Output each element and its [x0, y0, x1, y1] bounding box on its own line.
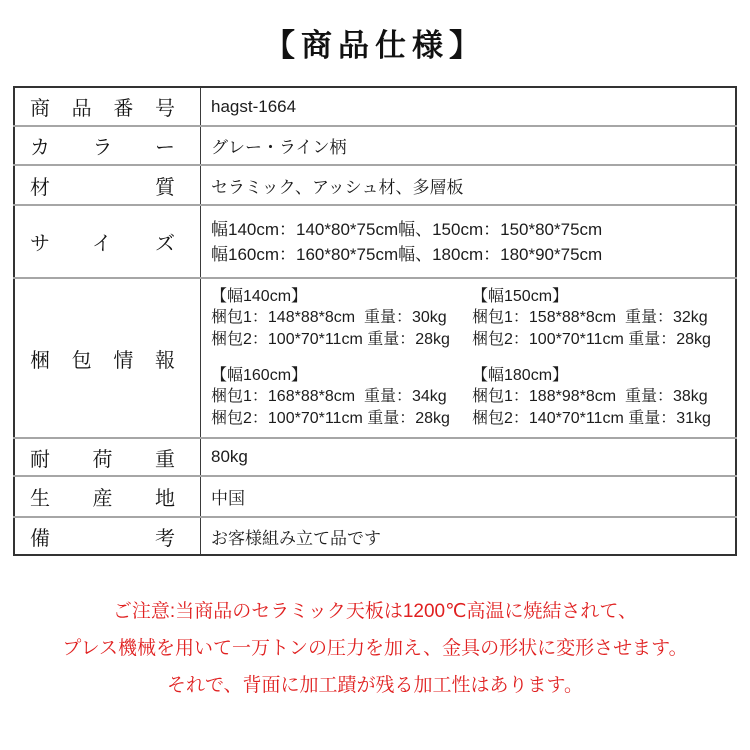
- page-title: 【商品仕様】: [264, 28, 486, 63]
- packing-header: 【幅180cm】: [472, 367, 569, 384]
- packing-line: 梱包2：140*70*11cm 重量：31kg: [472, 410, 711, 427]
- row-value-load-capacity: 80kg: [211, 447, 248, 466]
- table-row-origin: [14, 476, 736, 517]
- row-value-remarks: お客様組み立て品です: [211, 528, 381, 548]
- row-value-packing: [201, 278, 737, 438]
- size-line: 幅140cm：140*80*75cm幅、150cm：150*80*75cm: [211, 219, 603, 239]
- table-row-material: [14, 165, 736, 205]
- packing-line: 梱包1：148*88*8cm 重量：30kg: [211, 309, 447, 326]
- row-value-item-number: hagst-1664: [211, 96, 297, 116]
- row-label-material: 材質: [14, 165, 201, 205]
- packing-line: 梱包1：168*88*8cm 重量：34kg: [211, 388, 447, 405]
- packing-group-140: [211, 286, 472, 351]
- caution-line: ご注意:当商品のセラミック天板は1200℃高温に焼結されて、: [112, 601, 638, 622]
- table-row-item-number: [14, 87, 736, 126]
- caution-line: それで、背面に加工蹟が残る加工性はあります。: [166, 675, 584, 696]
- row-label-color: カラー: [14, 126, 201, 165]
- spec-table: [13, 86, 737, 556]
- row-value-origin: 中国: [211, 489, 245, 508]
- packing-group-160: [211, 365, 472, 430]
- row-label-load-capacity: 耐荷重: [14, 438, 201, 476]
- row-value-material: セラミック、アッシュ材、多層板: [211, 177, 464, 197]
- packing-line: 梱包2：100*70*11cm 重量：28kg: [211, 331, 450, 348]
- row-label-item-number: 商品番号: [14, 87, 201, 126]
- table-row-packing: [14, 278, 736, 438]
- packing-group-180: [472, 365, 729, 430]
- packing-header: 【幅160cm】: [211, 367, 308, 384]
- table-row-remarks: [14, 517, 736, 555]
- packing-group-150: [472, 286, 729, 351]
- table-row-color: [14, 126, 736, 165]
- row-label-remarks: 備考: [14, 517, 201, 555]
- row-label-packing: 梱包情報: [14, 278, 201, 438]
- table-row-load-capacity: [14, 438, 736, 476]
- packing-line: 梱包2：100*70*11cm 重量：28kg: [472, 331, 711, 348]
- row-value-size: [201, 205, 737, 278]
- row-label-size: サイズ: [14, 205, 201, 278]
- packing-header: 【幅150cm】: [472, 288, 569, 305]
- packing-line: 梱包2：100*70*11cm 重量：28kg: [211, 410, 450, 427]
- size-line: 幅160cm：160*80*75cm幅、180cm：180*90*75cm: [211, 244, 603, 264]
- packing-grid: [211, 279, 729, 437]
- packing-line: 梱包1：188*98*8cm 重量：38kg: [472, 388, 708, 405]
- table-row-size: [14, 205, 736, 278]
- row-value-color: グレー・ライン柄: [211, 138, 347, 157]
- caution-line: プレス機械を用いて一万トンの圧力を加え、金具の形状に変形させます。: [62, 638, 688, 659]
- caution-notice: [0, 602, 750, 696]
- packing-header: 【幅140cm】: [211, 288, 308, 305]
- row-label-origin: 生産地: [14, 476, 201, 517]
- packing-line: 梱包1：158*88*8cm 重量：32kg: [472, 309, 708, 326]
